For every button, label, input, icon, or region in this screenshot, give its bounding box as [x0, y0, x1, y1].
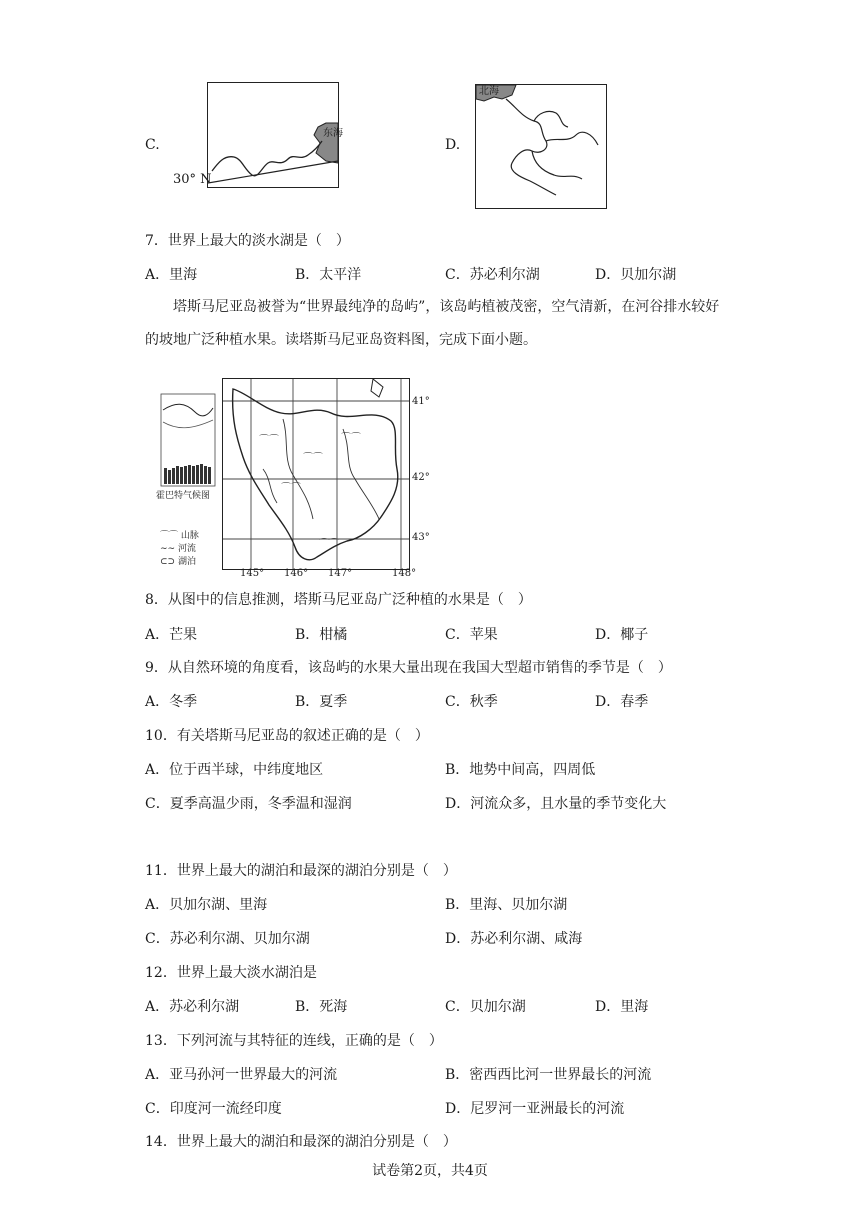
hobart-climate-chart [155, 392, 217, 490]
question-7-stem: 7．世界上最大的淡水湖是（ ） [145, 233, 350, 249]
svg-text:⌒⌒: ⌒⌒ [319, 539, 339, 550]
question-10-option-a: A．位于西半球，中纬度地区 [145, 762, 324, 778]
map-legend [160, 530, 222, 576]
figure-c-latitude-label: 30° N [173, 172, 212, 187]
question-9-stem: 9．从自然环境的角度看，该岛屿的水果大量出现在我国大型超市销售的季节是（ ） [145, 660, 672, 676]
question-7-option-d: D．贝加尔湖 [595, 267, 677, 283]
question-12-option-a: A．苏必利尔湖 [145, 999, 240, 1015]
question-8-option-c: C．苹果 [445, 627, 498, 643]
question-8-option-d: D．椰子 [595, 627, 649, 643]
question-10-option-d: D．河流众多，且水量的季节变化大 [445, 796, 667, 812]
question-13-option-a: A．亚马孙河一世界最大的河流 [145, 1067, 338, 1083]
page-footer: 试卷第2页，共4页 [372, 1163, 488, 1179]
question-9-option-d: D．春季 [595, 694, 649, 710]
question-12-option-b: B．死海 [295, 999, 348, 1015]
lat-label-42: 42° [412, 472, 430, 483]
svg-text:⌒⌒: ⌒⌒ [303, 453, 323, 464]
figure-c-sea-label: 东海 [323, 128, 343, 139]
question-7-option-a: A．里海 [145, 267, 198, 283]
question-11-stem: 11．世界上最大的湖泊和最深的湖泊分别是（ ） [145, 863, 457, 879]
climate-chart-caption: 霍巴特气候图 [156, 491, 211, 501]
mountain-symbol-icon: ⌒⌒ [160, 531, 181, 541]
lon-label-146: 146° [284, 568, 309, 579]
question-14-stem: 14．世界上最大的湖泊和最深的湖泊分别是（ ） [145, 1134, 457, 1150]
river-symbol-icon: ∼∼ [160, 544, 178, 554]
question-8-option-b: B．柑橘 [295, 627, 348, 643]
lon-label-148: 148° [392, 568, 417, 579]
legend-mountains: ⌒⌒ 山脉 [160, 531, 199, 541]
question-12-option-d: D．里海 [595, 999, 649, 1015]
svg-text:⌒⌒: ⌒⌒ [259, 435, 279, 446]
question-13-stem: 13．下列河流与其特征的连线，正确的是（ ） [145, 1033, 443, 1049]
tasmania-map-frame [222, 378, 410, 570]
figure-d-river-svg [476, 85, 606, 208]
svg-text:⌒⌒: ⌒⌒ [341, 433, 361, 444]
question-9-option-a: A．冬季 [145, 694, 198, 710]
question-11-option-a: A．贝加尔湖、里海 [145, 897, 268, 913]
lat-label-43: 43° [412, 532, 430, 543]
tasmania-map-figure [150, 378, 440, 580]
question-7-option-c: C．苏必利尔湖 [445, 267, 540, 283]
question-9-option-b: B．夏季 [295, 694, 348, 710]
lon-label-145: 145° [240, 568, 265, 579]
lake-symbol-icon: ⊂⊃ [160, 557, 178, 567]
question-8-option-a: A．芒果 [145, 627, 198, 643]
lat-label-41: 41° [412, 396, 430, 407]
figure-d-label: D. [445, 137, 461, 153]
climate-chart-svg [155, 392, 217, 490]
question-12-option-c: C．贝加尔湖 [445, 999, 526, 1015]
svg-text:⌒⌒: ⌒⌒ [281, 483, 301, 494]
question-13-option-b: B．密西西比河一世界最长的河流 [445, 1067, 652, 1083]
question-10-stem: 10．有关塔斯马尼亚岛的叙述正确的是（ ） [145, 728, 429, 744]
question-13-option-d: D．尼罗河一亚洲最长的河流 [445, 1101, 625, 1117]
question-13-option-c: C．印度河一流经印度 [145, 1101, 282, 1117]
question-9-option-c: C．秋季 [445, 694, 498, 710]
question-8-stem: 8．从图中的信息推测，塔斯马尼亚岛广泛种植的水果是（ ） [145, 592, 532, 608]
question-10-option-c: C．夏季高温少雨，冬季温和湿润 [145, 796, 352, 812]
question-7-option-b: B．太平洋 [295, 267, 362, 283]
question-12-stem: 12．世界上最大淡水湖泊是 [145, 965, 317, 981]
figure-d-map [475, 84, 607, 209]
question-11-option-d: D．苏必利尔湖、咸海 [445, 931, 583, 947]
question-10-option-b: B．地势中间高，四周低 [445, 762, 596, 778]
question-11-option-c: C．苏必利尔湖、贝加尔湖 [145, 931, 310, 947]
reading-passage: 塔斯马尼亚岛被誉为“世界最纯净的岛屿”，该岛屿植被茂密，空气清新，在河谷排水较好的坡地广泛种植水果。读塔斯马尼亚岛资料图，完成下面小题。 [145, 299, 720, 348]
figure-d-sea-label: 北海 [479, 86, 499, 97]
lon-label-147: 147° [328, 568, 353, 579]
tasmania-map-svg [223, 379, 409, 569]
figure-c-label: C. [145, 137, 160, 153]
legend-rivers: ∼∼ 河流 [160, 544, 196, 554]
question-11-option-b: B．里海、贝加尔湖 [445, 897, 568, 913]
figure-c-map [207, 82, 339, 188]
legend-lakes: ⊂⊃ 湖泊 [160, 557, 196, 567]
figure-c-river-svg [208, 83, 338, 187]
